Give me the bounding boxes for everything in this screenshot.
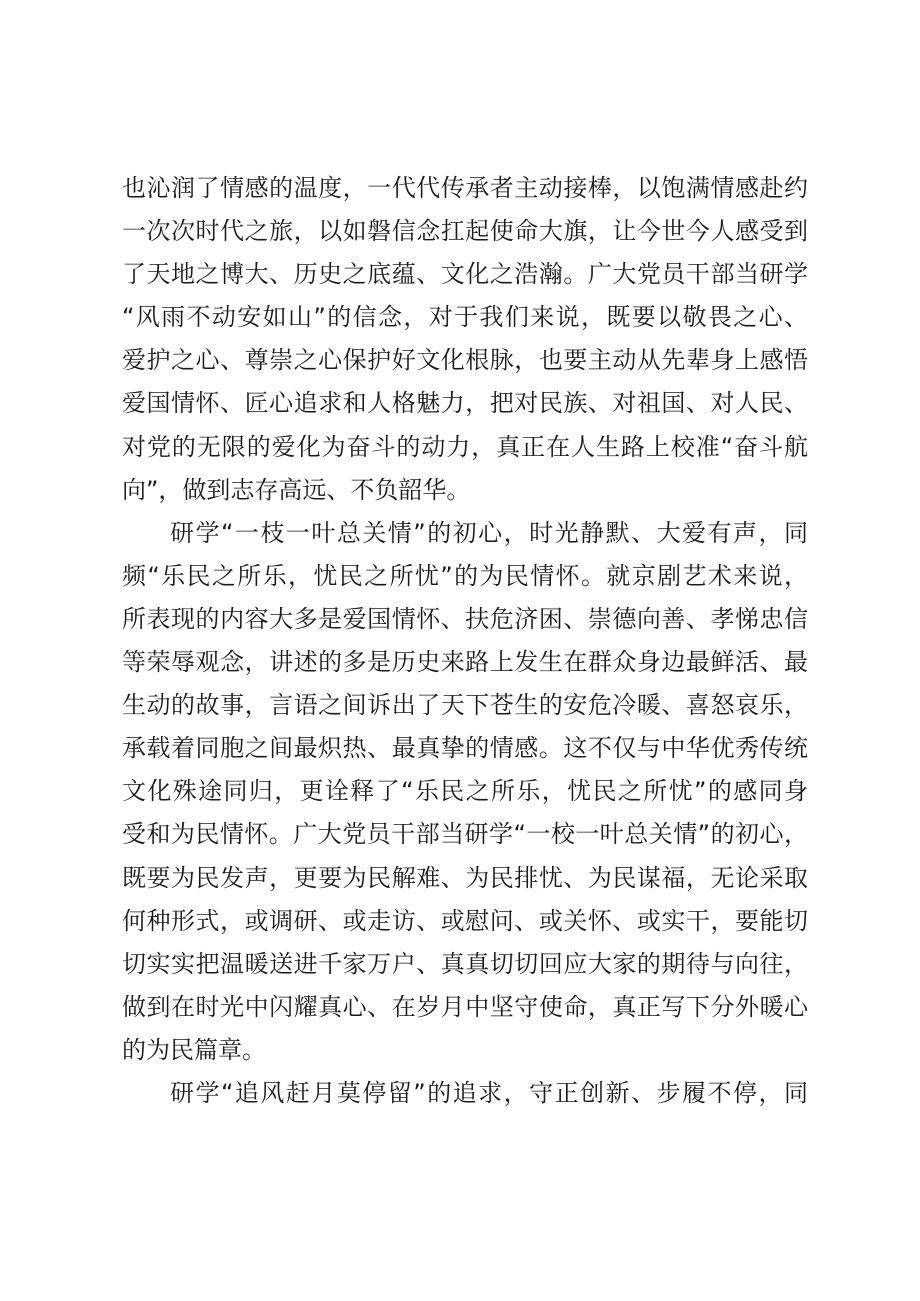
text-line: 做到在时光中闪耀真心、在岁月中坚守使命，真正写下分外暖心 (122, 992, 808, 1021)
text-line: 爱护之心、尊崇之心保护好文化根脉，也要主动从先辈身上感悟 (122, 346, 808, 375)
text-line: “风雨不动安如山”的信念，对于我们来说，既要以敬畏之心、 (122, 303, 808, 332)
text-line: 切实实把温暖送进千家万户、真真切切回应大家的期待与向往， (122, 949, 808, 978)
text-line: 的为民篇章。 (122, 1035, 266, 1064)
body-text (122, 167, 808, 1115)
text-line: 何种形式，或调研、或走访、或慰问、或关怀、或实干，要能切 (122, 906, 808, 935)
text-line: 了天地之博大、历史之底蕴、文化之浩瀚。广大党员干部当研学 (122, 260, 808, 289)
text-line: 承载着同胞之间最炽热、最真挚的情感。这不仅与中华优秀传统 (122, 734, 808, 763)
text-line: 一次次时代之旅，以如磐信念扛起使命大旗，让今世今人感受到 (122, 217, 808, 246)
text-line: 也沁润了情感的温度，一代代传承者主动接棒，以饱满情感赴约 (122, 174, 808, 202)
text-line: 等荣辱观念，讲述的多是历史来路上发生在群众身边最鲜活、最 (122, 648, 808, 677)
text-line: 频“乐民之所乐，忧民之所忧”的为民情怀。就京剧艺术来说， (122, 561, 808, 590)
text-line: 研学“一枝一叶总关情”的初心，时光静默、大爱有声，同 (170, 518, 808, 547)
paragraph-2 (122, 512, 808, 1072)
text-line: 生动的故事，言语之间诉出了天下苍生的安危冷暖、喜怒哀乐， (122, 691, 808, 720)
text-line: 受和为民情怀。广大党员干部当研学“一校一叶总关情”的初心， (122, 820, 808, 849)
text-line: 既要为民发声，更要为民解难、为民排忧、为民谋福，无论采取 (122, 863, 808, 892)
text-line: 向”，做到志存高远、不负韶华。 (122, 475, 471, 504)
paragraph-1 (122, 167, 808, 512)
text-line: 研学“追风赶月莫停留”的追求，守正创新、步履不停，同 (170, 1078, 808, 1107)
text-line: 对党的无限的爱化为奋斗的动力，真正在人生路上校准“奋斗航 (122, 432, 808, 461)
text-line: 文化殊途同归，更诠释了“乐民之所乐，忧民之所忧”的感同身 (122, 777, 808, 806)
text-line: 所表现的内容大多是爱国情怀、扶危济困、崇德向善、孝悌忠信 (122, 604, 808, 633)
text-line: 爱国情怀、匠心追求和人格魅力，把对民族、对祖国、对人民、 (122, 389, 808, 418)
paragraph-3 (122, 1072, 808, 1115)
